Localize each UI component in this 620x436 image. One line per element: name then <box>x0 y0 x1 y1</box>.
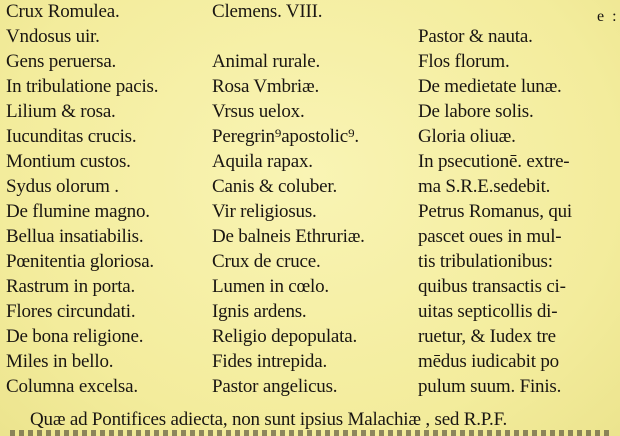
motto-line: ruetur, & Iudex tre <box>418 326 556 347</box>
motto-line: Animal rurale. <box>212 51 320 72</box>
motto-line: Flos florum. <box>418 51 510 72</box>
motto-line: Fides intrepida. <box>212 351 328 372</box>
motto-line: mēdus iudicabit po <box>418 351 559 372</box>
corner-mark: e : <box>597 8 619 25</box>
motto-line: Pastor angelicus. <box>212 376 338 397</box>
motto-line: quibus transactis ci- <box>418 276 566 297</box>
motto-line: Columna excelsa. <box>6 376 138 397</box>
motto-line: Aquila rapax. <box>212 151 313 172</box>
motto-line: Lumen in cœlo. <box>212 276 329 297</box>
motto-line: Religio depopulata. <box>212 326 357 347</box>
motto-line: Rastrum in porta. <box>6 276 136 297</box>
motto-line: Crux Romulea. <box>6 1 120 22</box>
motto-line: Pastor & nauta. <box>418 26 533 47</box>
motto-line: Vndosus uir. <box>6 26 100 47</box>
motto-line: Peregrin⁹apostolic⁹. <box>212 126 359 147</box>
motto-line: Rosa Vmbriæ. <box>212 76 320 97</box>
footer-note: Quæ ad Pontifices adiecta, non sunt ipsius Malachiæ , sed R.P.F. <box>30 409 508 430</box>
motto-line: Montium custos. <box>6 151 131 172</box>
motto-line: De flumine magno. <box>6 201 150 222</box>
motto-line: Ignis ardens. <box>212 301 307 322</box>
motto-line: Canis & coluber. <box>212 176 338 197</box>
motto-line: Vrsus uelox. <box>212 101 305 122</box>
motto-line: Sydus olorum . <box>6 176 119 197</box>
motto-line: Clemens. VIII. <box>212 1 323 22</box>
motto-line: Pœnitentia gloriosa. <box>6 251 154 272</box>
motto-line: De balneis Ethruriæ. <box>212 226 365 247</box>
cut-off-line <box>10 430 610 436</box>
motto-line: Crux de cruce. <box>212 251 321 272</box>
motto-line: In psecutionē. extre- <box>418 151 570 172</box>
motto-line: Flores circundati. <box>6 301 136 322</box>
motto-line: Vir religiosus. <box>212 201 317 222</box>
motto-line: De medietate lunæ. <box>418 76 562 97</box>
motto-line: In tribulatione pacis. <box>6 76 159 97</box>
motto-line: Bellua insatiabilis. <box>6 226 144 247</box>
motto-line: pulum suum. Finis. <box>418 376 562 397</box>
motto-line: Miles in bello. <box>6 351 114 372</box>
motto-line: Gens peruersa. <box>6 51 117 72</box>
motto-line: ma S.R.E.sedebit. <box>418 176 551 197</box>
motto-line: uitas septicollis di- <box>418 301 558 322</box>
motto-line: Petrus Romanus, qui <box>418 201 573 222</box>
motto-line: pascet oues in mul- <box>418 226 562 247</box>
motto-line: Lilium & rosa. <box>6 101 116 122</box>
motto-line: tis tribulationibus: <box>418 251 553 272</box>
motto-line: Iucunditas crucis. <box>6 126 137 147</box>
motto-line: De bona religione. <box>6 326 144 347</box>
motto-line: De labore solis. <box>418 101 534 122</box>
motto-line: Gloria oliuæ. <box>418 126 516 147</box>
